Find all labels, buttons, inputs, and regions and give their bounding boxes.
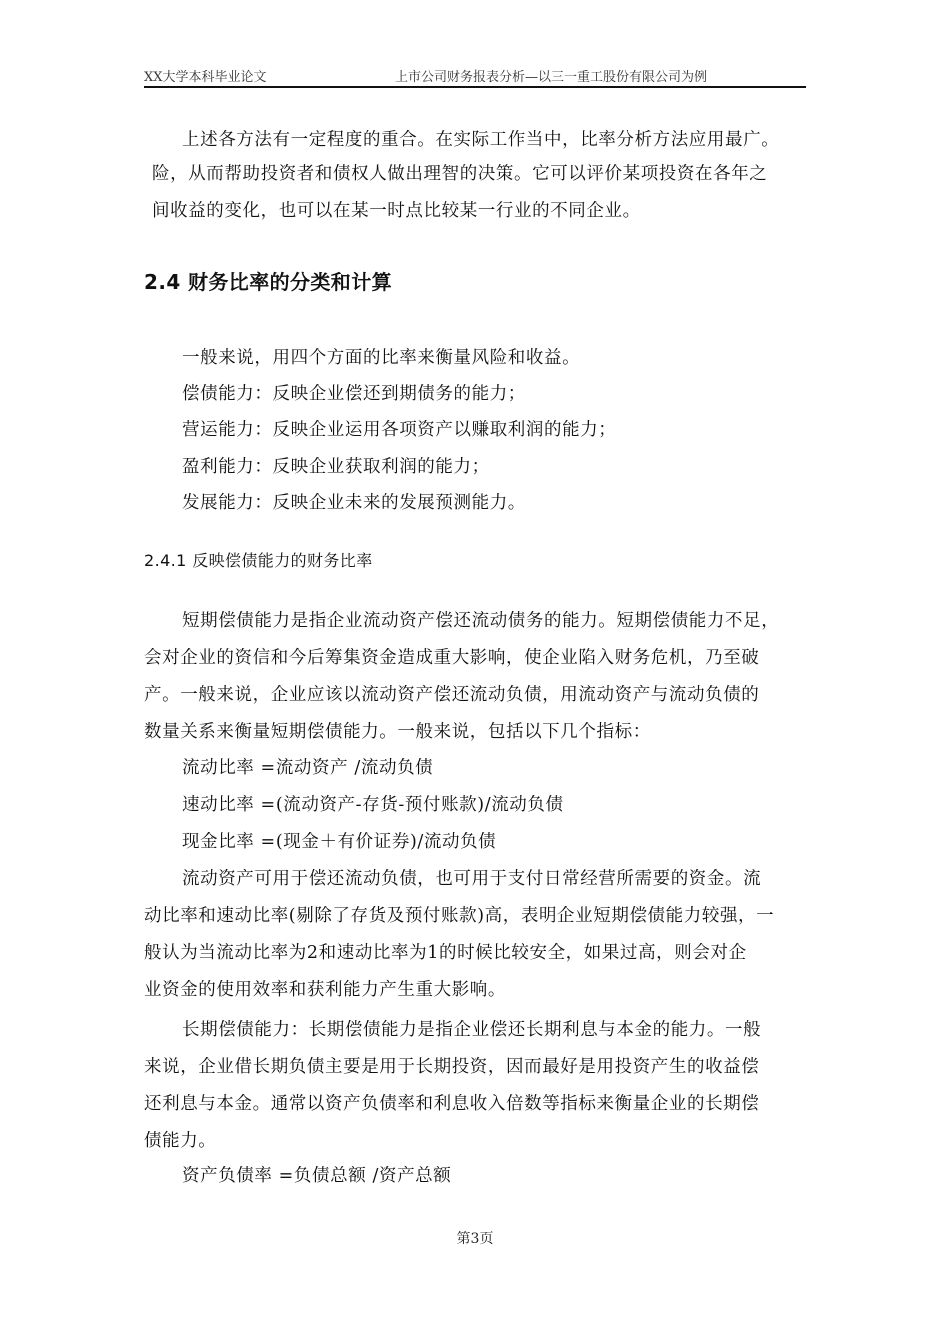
header-right-text: 上市公司财务报表分析—以三一重工股份有限公司为例: [395, 70, 708, 85]
intro-line-1: 上述各方法有一定程度的重合。在实际工作当中，比率分析方法应用最广。: [182, 130, 780, 150]
formula-line: 流动比率 =流动资产 /流动负债: [182, 758, 434, 778]
paragraph-line: 业资金的使用效率和获利能力产生重大影响。: [144, 980, 506, 1000]
subsection-heading: 2.4.1 反映偿债能力的财务比率: [144, 551, 373, 570]
formula-line: 速动比率 =(流动资产-存货-预付账款)/流动负债: [182, 795, 564, 815]
header-left-text: XX大学本科毕业论文: [144, 70, 267, 85]
section-line: 营运能力：反映企业运用各项资产以赚取利润的能力；: [182, 420, 617, 440]
section-line: 偿债能力：反映企业偿还到期债务的能力；: [182, 384, 526, 404]
paragraph-line: 长期偿债能力：长期偿债能力是指企业偿还长期利息与本金的能力。一般: [182, 1020, 762, 1040]
paragraph-line: 会对企业的资信和今后筹集资金造成重大影响，使企业陷入财务危机，乃至破: [144, 648, 760, 668]
page-header: [144, 62, 806, 88]
intro-line-2: 险，从而帮助投资者和债权人做出理智的决策。它可以评价某项投资在各年之: [152, 164, 768, 184]
paragraph-line: 流动资产可用于偿还流动负债，也可用于支付日常经营所需要的资金。流: [182, 869, 762, 889]
section-heading: 2.4 财务比率的分类和计算: [144, 270, 392, 294]
formula-line: 资产负债率 =负债总额 /资产总额: [182, 1166, 452, 1186]
paragraph-line: 来说，企业借长期负债主要是用于长期投资，因而最好是用投资产生的收益偿: [144, 1057, 760, 1077]
paragraph-line: 还利息与本金。通常以资产负债率和利息收入倍数等指标来衡量企业的长期偿: [144, 1094, 760, 1114]
intro-line-3: 间收益的变化，也可以在某一时点比较某一行业的不同企业。: [152, 201, 641, 221]
section-line: 发展能力：反映企业未来的发展预测能力。: [182, 493, 526, 513]
section-line: 一般来说，用四个方面的比率来衡量风险和收益。: [182, 348, 581, 368]
paragraph-line: 数量关系来衡量短期偿债能力。一般来说，包括以下几个指标：: [144, 722, 651, 742]
paragraph-line: 动比率和速动比率(剔除了存货及预付账款)高，表明企业短期偿债能力较强，一: [144, 906, 775, 926]
paragraph-line: 债能力。: [144, 1131, 217, 1151]
paragraph-line: 短期偿债能力是指企业流动资产偿还流动债务的能力。短期偿债能力不足，: [182, 611, 780, 631]
paragraph-line: 般认为当流动比率为2和速动比率为1的时候比较安全，如果过高，则会对企: [144, 943, 747, 963]
paragraph-line: 产。一般来说，企业应该以流动资产偿还流动负债，用流动资产与流动负债的: [144, 685, 760, 705]
page-number: 第3页: [456, 1231, 494, 1247]
formula-line: 现金比率 =(现金＋有价证券)/流动负债: [182, 832, 497, 852]
section-line: 盈利能力：反映企业获取利润的能力；: [182, 457, 490, 477]
